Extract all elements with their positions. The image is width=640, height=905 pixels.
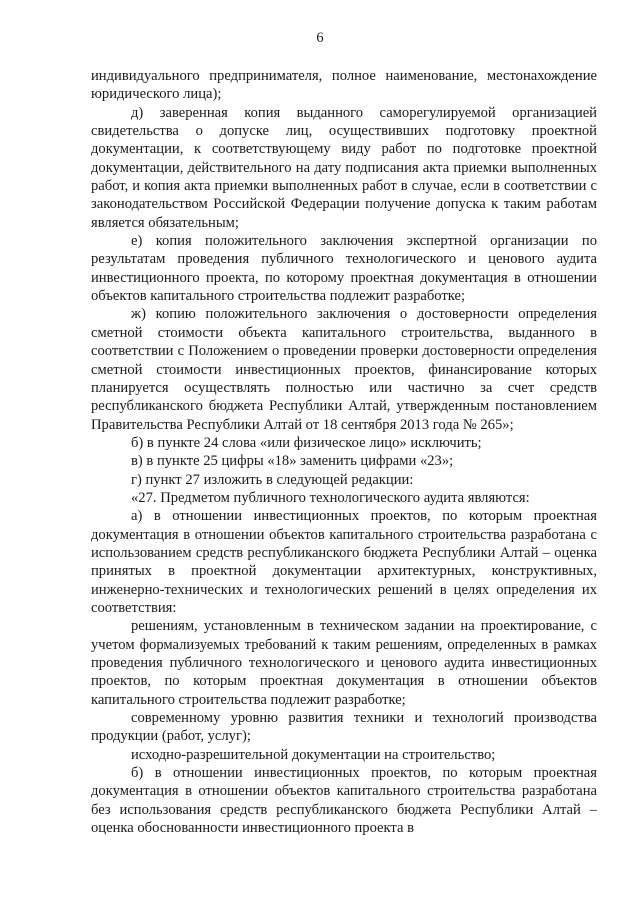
page-number: 6 <box>316 30 324 46</box>
paragraph-point-27-b: б) в отношении инвестиционных проектов, по которым проектная документация в отношении объектов капитального строительства разработана без использования средств республиканского бюджета Республики Алтай – оценка обоснованности инвестиционного проекта в <box>91 765 597 837</box>
paragraph-point-27-a-3: исходно-разрешительной документации на строительство; <box>131 746 496 763</box>
paragraph-item-d: д) заверенная копия выданного саморегулируемой организацией свидетельства о допуске лиц, осуществивших подготовку проектной документации, к соответствующему виду работ по подготовке проектной документации, действительного на дату подписания акта приемки выполненных работ, и копия акта приемки выполненных работ в случае, если в соответствии с законодательством Российской Федерации получение допуска к таким работам является обязательным; <box>91 104 597 231</box>
paragraph-point-27-a-1: решениям, установленным в техническом задании на проектирование, с учетом формализуемых требований к таким решениям, определенных в рамках проведения публичного технологического и ценового аудита инвестиционных проектов, по которым проектная документация в отношении объектов капитального строительства подлежит разработке; <box>91 618 597 708</box>
paragraph-item-b-point-24: б) в пункте 24 слова «или физическое лицо» исключить; <box>131 434 482 451</box>
paragraph-continuation: индивидуального предпринимателя, полное наименование, местонахождение юридического лица); <box>91 68 597 103</box>
paragraph-item-zh: ж) копию положительного заключения о достоверности определения сметной стоимости объекта капитального строительства, выданного в соответствии с Положением о проведении проверки достоверности определения сметной стоимости инвестиционных проектов, финансирование которых планируется осуществлять полностью или частично за счет средств республиканского бюджета Республики Алтай, утвержденным постановлением Правительства Республики Алтай от 18 сентября 2013 года № 265»; <box>91 306 597 433</box>
paragraph-item-e: е) копия положительного заключения экспертной организации по результатам проведения публичного технологического и ценового аудита инвестиционного проекта, по которому проектная документация в отношении объектов капитального строительства подлежит разработке; <box>91 233 597 305</box>
paragraph-item-v-point-25: в) в пункте 25 цифры «18» заменить цифрами «23»; <box>131 453 454 470</box>
paragraph-point-27-a-2: современному уровню развития техники и технологий производства продукции (работ, услуг); <box>91 710 597 745</box>
paragraph-item-g-point-27: г) пункт 27 изложить в следующей редакции: <box>131 471 414 488</box>
paragraph-point-27-intro: «27. Предметом публичного технологического аудита являются: <box>131 489 530 506</box>
document-body <box>91 67 597 837</box>
paragraph-point-27-a: а) в отношении инвестиционных проектов, по которым проектная документация в отношении объектов капитального строительства разработана с использованием средств республиканского бюджета Республики Алтай – оценка принятых в проектной документации архитектурных, конструктивных, инженерно-технических и технологических решений в целях определения их соответствия: <box>91 508 597 616</box>
